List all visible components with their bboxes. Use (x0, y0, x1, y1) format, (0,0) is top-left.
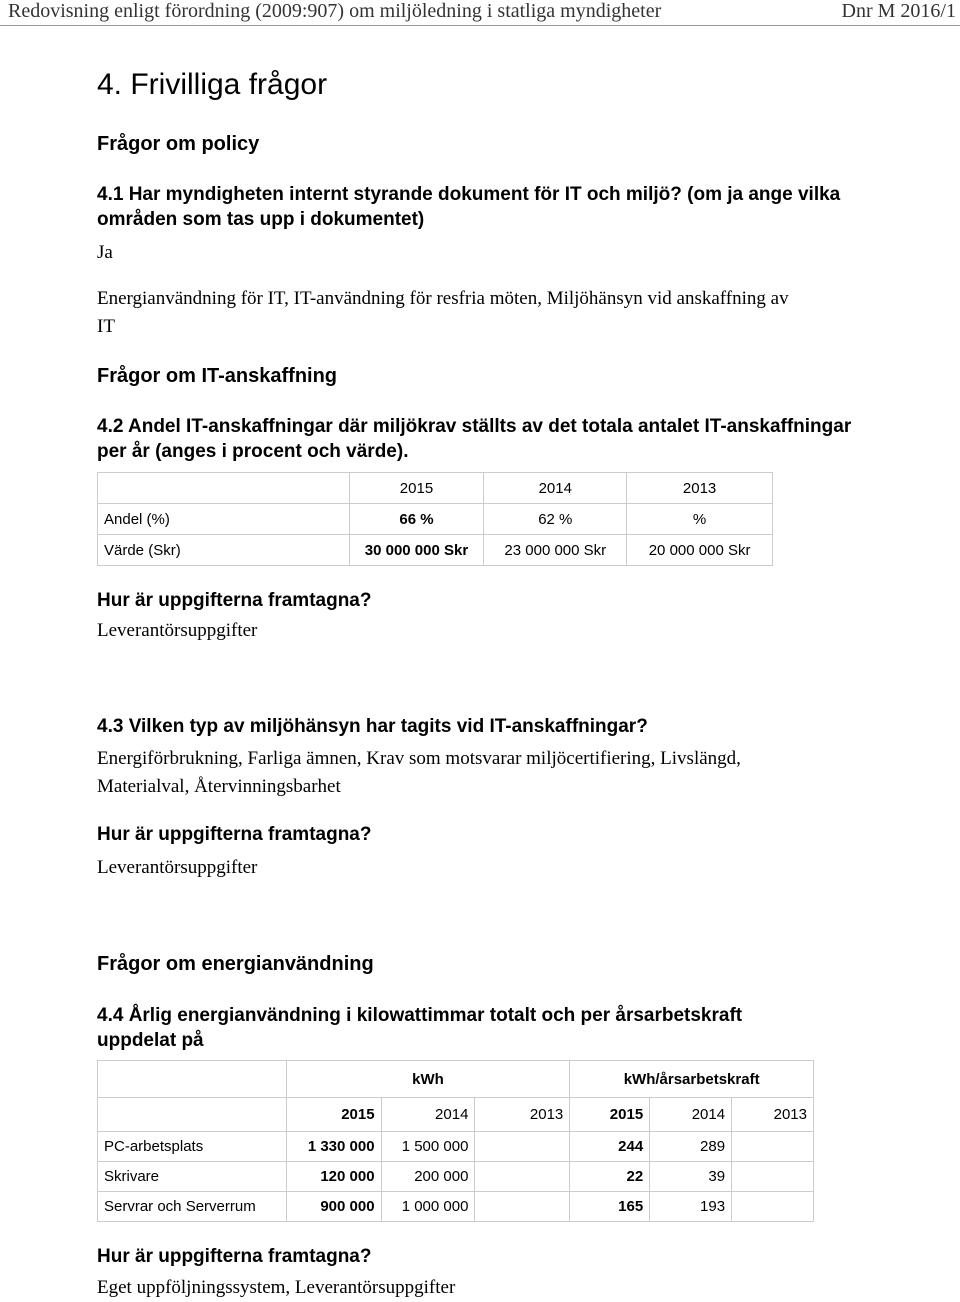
table-cell (475, 1162, 570, 1192)
question-4-3: 4.3 Vilken typ av miljöhänsyn har tagits vid IT-anskaffningar? (97, 716, 648, 737)
question-4-2: 4.2 Andel IT-anskaffningar där miljökrav ställts av det totala antalet IT-anskaffningar per år (anges i procent och värde). (97, 416, 852, 462)
table-cell: % (627, 504, 773, 535)
document-number: Dnr M 2016/1 (841, 0, 956, 22)
row-label: Andel (%) (98, 504, 350, 535)
table-header-cell: 2014 (381, 1098, 475, 1132)
table-cell: 1 000 000 (381, 1192, 475, 1222)
table-cell: 23 000 000 Skr (484, 535, 627, 566)
table-cell: 900 000 (286, 1192, 381, 1222)
table-header-cell: 2015 (349, 473, 484, 504)
table-cell (475, 1132, 570, 1162)
group-header-kwh-per-employee: kWh/årsarbetskraft (570, 1061, 814, 1098)
table-cell (98, 1061, 287, 1098)
table-cell: 165 (570, 1192, 650, 1222)
table-cell: 120 000 (286, 1162, 381, 1192)
how-answer-4-4: Eget uppföljningssystem, Leverantörsuppgifter (97, 1277, 456, 1298)
table-header-row (98, 1098, 814, 1132)
page-header (0, 0, 960, 26)
it-procurement-table (97, 472, 773, 566)
policy-heading: Frågor om policy (97, 133, 260, 155)
table-row (98, 1162, 814, 1192)
table-cell: 1 330 000 (286, 1132, 381, 1162)
table-cell: 200 000 (381, 1162, 475, 1192)
section-title: 4. Frivilliga frågor (97, 68, 328, 101)
question-4-4: 4.4 Årlig energianvändning i kilowattimmar totalt och per årsarbetskraft uppdelat på (97, 1005, 743, 1051)
table-cell (732, 1162, 814, 1192)
table-cell (475, 1192, 570, 1222)
table-cell: 289 (650, 1132, 732, 1162)
table-cell (732, 1192, 814, 1222)
table-header-row (98, 473, 773, 504)
how-answer-4-2: Leverantörsuppgifter (97, 620, 258, 641)
table-row (98, 535, 773, 566)
table-cell: 30 000 000 Skr (349, 535, 484, 566)
table-row (98, 1132, 814, 1162)
table-header-cell: 2013 (627, 473, 773, 504)
table-header-cell: 2013 (732, 1098, 814, 1132)
it-heading: Frågor om IT-anskaffning (97, 365, 338, 387)
table-cell: 62 % (484, 504, 627, 535)
answer-4-1: Ja (97, 242, 113, 263)
how-answer-4-3: Leverantörsuppgifter (97, 857, 258, 878)
table-cell: 39 (650, 1162, 732, 1192)
table-header-cell: 2014 (650, 1098, 732, 1132)
table-cell: 20 000 000 Skr (627, 535, 773, 566)
table-cell: 22 (570, 1162, 650, 1192)
table-cell (98, 473, 350, 504)
table-cell (98, 1098, 287, 1132)
areas-4-1: Energianvändning för IT, IT-användning för resfria möten, Miljöhänsyn vid anskaffning av IT (97, 288, 789, 337)
table-row (98, 504, 773, 535)
how-label-4-2: Hur är uppgifterna framtagna? (97, 590, 372, 611)
group-header-kwh: kWh (286, 1061, 570, 1098)
table-cell: 66 % (349, 504, 484, 535)
row-label: Servrar och Serverrum (98, 1192, 287, 1222)
table-cell (732, 1132, 814, 1162)
table-header-cell: 2014 (484, 473, 627, 504)
row-label: PC-arbetsplats (98, 1132, 287, 1162)
row-label: Värde (Skr) (98, 535, 350, 566)
table-header-cell: 2013 (475, 1098, 570, 1132)
question-4-1: 4.1 Har myndigheten internt styrande dokument för IT och miljö? (om ja ange vilka områden som tas upp i dokumentet) (97, 184, 841, 230)
energy-heading: Frågor om energianvändning (97, 953, 374, 975)
row-label: Skrivare (98, 1162, 287, 1192)
table-row (98, 1192, 814, 1222)
answer-4-3: Energiförbrukning, Farliga ämnen, Krav som motsvarar miljöcertifiering, Livslängd, Materialval, Återvinningsbarhet (97, 748, 741, 797)
energy-table (97, 1060, 814, 1222)
table-cell: 193 (650, 1192, 732, 1222)
table-cell: 1 500 000 (381, 1132, 475, 1162)
table-cell: 244 (570, 1132, 650, 1162)
how-label-4-4: Hur är uppgifterna framtagna? (97, 1246, 372, 1267)
table-header-cell: 2015 (286, 1098, 381, 1132)
table-header-cell: 2015 (570, 1098, 650, 1132)
how-label-4-3: Hur är uppgifterna framtagna? (97, 824, 372, 845)
table-group-header-row (98, 1061, 814, 1098)
document-title: Redovisning enligt förordning (2009:907) om miljöledning i statliga myndigheter (8, 0, 662, 22)
